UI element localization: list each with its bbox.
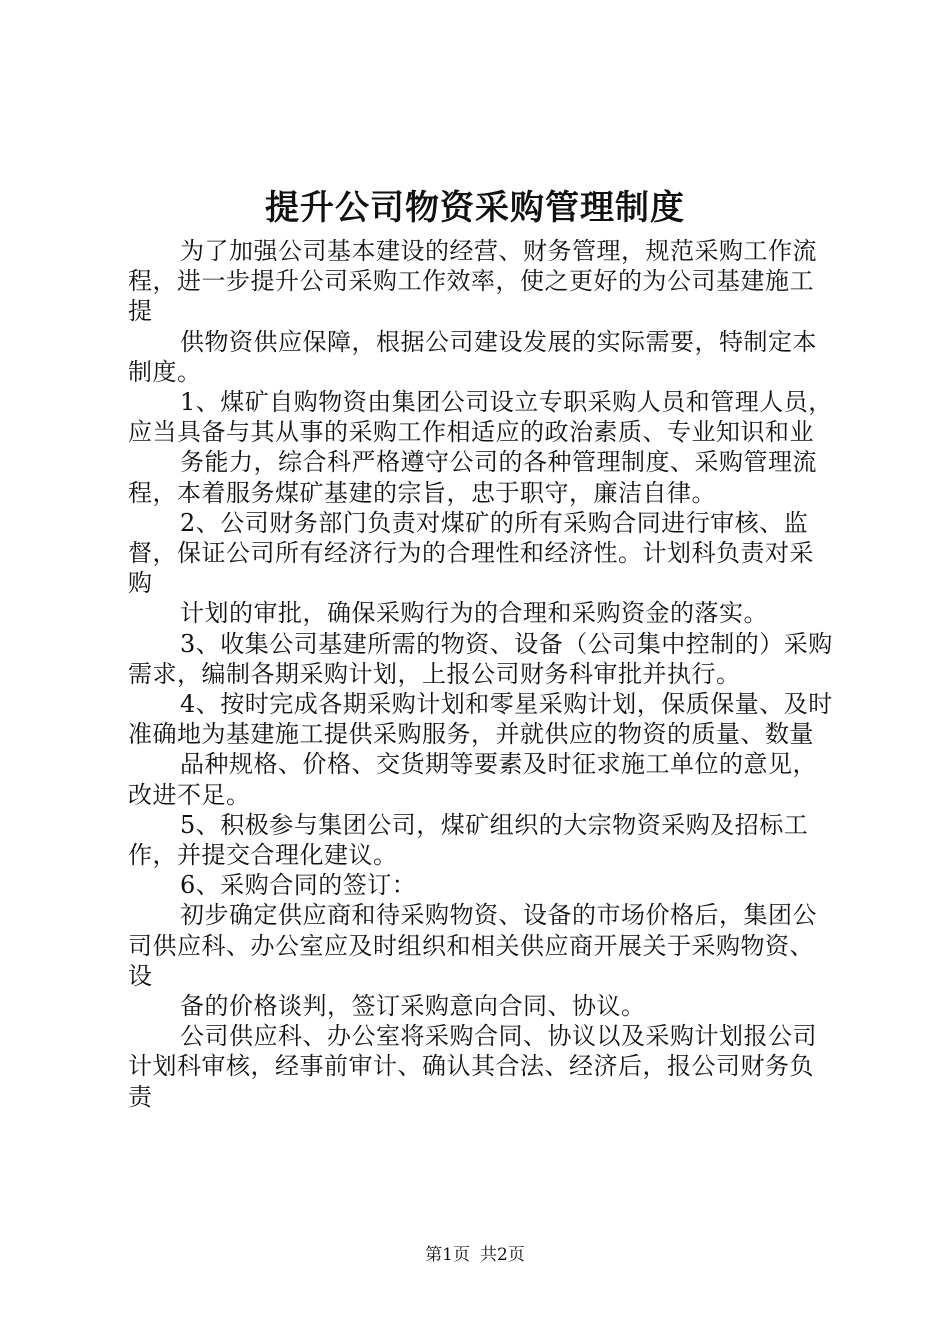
paragraph: 3、收集公司基建所需的物资、设备（公司集中控制的）采购需求，编制各期采购计划，上报公司财务科审批并执行。 xyxy=(128,629,833,688)
paragraph: 2、公司财务部门负责对煤矿的所有采购合同进行审核、监督，保证公司所有经济行为的合理性和经济性。计划科负责对采购 xyxy=(128,508,814,598)
paragraph: 初步确定供应商和待采购物资、设备的市场价格后，集团公司供应科、办公室应及时组织和相关供应商开展关于采购物资、设 xyxy=(128,901,817,990)
document-title: 提升公司物资采购管理制度 xyxy=(265,188,685,228)
paragraph: 1、煤矿自购物资由集团公司设立专职采购人员和管理人员，应当具备与其从事的采购工作相适应的政治素质、专业知识和业 xyxy=(128,388,833,447)
page-footer xyxy=(0,1243,950,1267)
paragraph: 备的价格谈判，签订采购意向合同、协议。 xyxy=(180,992,646,1021)
document-body xyxy=(128,236,833,1112)
paragraph: 5、积极参与集团公司，煤矿组织的大宗物资采购及招标工作，并提交合理化建议。 xyxy=(128,810,809,870)
paragraph: 供物资供应保障，根据公司建设发展的实际需要，特制定本制度。 xyxy=(128,327,817,386)
page-number-current: 第1页 xyxy=(425,1245,470,1265)
paragraph: 4、按时完成各期采购计划和零星采购计划，保质保量、及时准确地为基建施工提供采购服务，并就供应的物资的质量、数量 xyxy=(128,690,833,749)
paragraph: 计划的审批，确保采购行为的合理和采购资金的落实。 xyxy=(180,599,768,628)
paragraph: 6、采购合同的签订： xyxy=(180,871,417,900)
paragraph: 品种规格、价格、交货期等要素及时征求施工单位的意见，改进不足。 xyxy=(128,750,817,809)
paragraph: 为了加强公司基本建设的经营、财务管理，规范采购工作流程，进一步提升公司采购工作效率，使之更好的为公司基建施工提 xyxy=(128,237,817,326)
paragraph: 务能力，综合科严格遵守公司的各种管理制度、采购管理流程，本着服务煤矿基建的宗旨，忠于职守，廉洁自律。 xyxy=(128,448,817,507)
paragraph: 公司供应科、办公室将采购合同、协议以及采购计划报公司计划科审核，经事前审计、确认其合法、经济后，报公司财务负责 xyxy=(128,1022,817,1111)
page-number-total: 共2页 xyxy=(480,1245,525,1265)
